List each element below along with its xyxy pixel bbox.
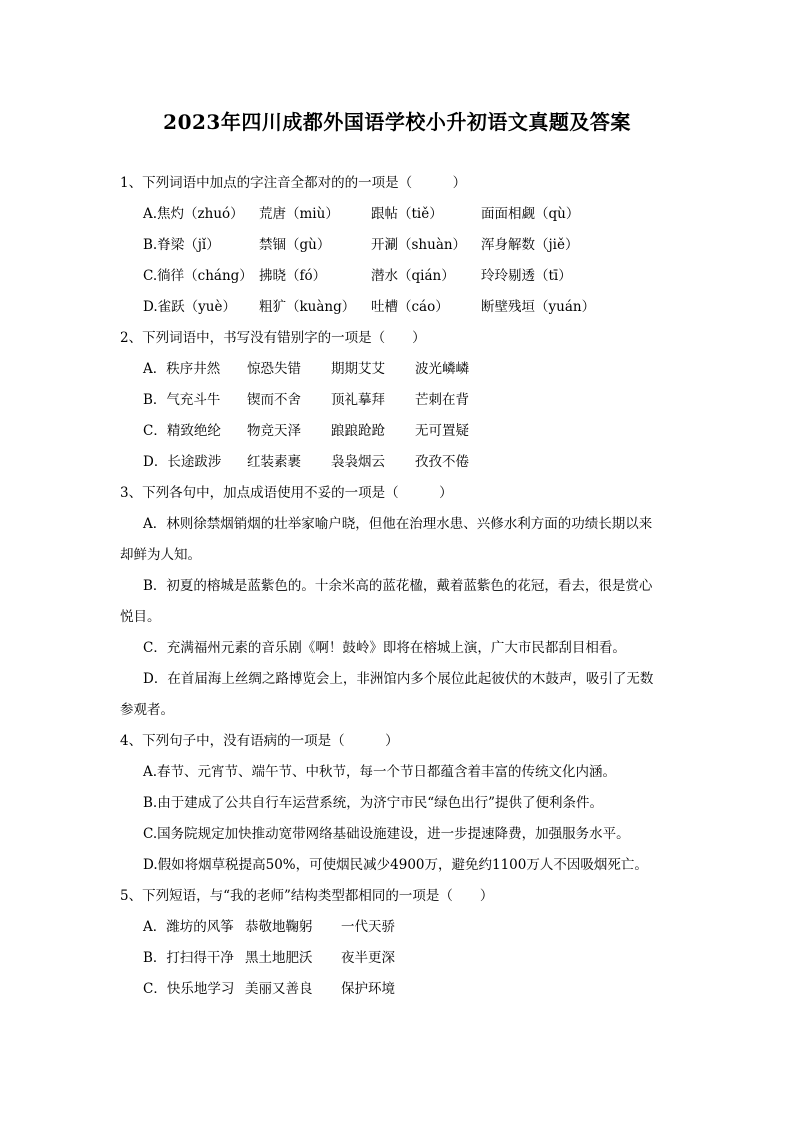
q2-option-a: A．秩序井然 惊恐失错 期期艾艾 波光嶙嶙	[143, 361, 469, 377]
q1-stem: 1、下列词语中加点的字注音全都对的的一项是（ ）	[120, 175, 467, 191]
q2-option-d: D．长途跋涉 红装素裹 袅袅烟云 孜孜不倦	[143, 454, 469, 470]
q5-option-c: C．快乐地学习 美丽又善良 保护环境	[143, 981, 395, 997]
q3-option-c: C．充满福州元素的音乐剧《啊！鼓岭》即将在榕城上演，广大市民都刮目相看。	[143, 640, 626, 656]
q5-option-a: A．潍坊的风筝 恭敬地鞠躬 一代天骄	[143, 919, 395, 935]
q4-option-c: C.国务院规定加快推动宽带网络基础设施建设，进一步提速降费，加强服务水平。	[143, 826, 630, 842]
q3-stem: 3、下列各句中，加点成语使用不妥的一项是（ ）	[120, 485, 453, 501]
q4-stem: 4、下列句子中，没有语病的一项是（ ）	[120, 733, 399, 749]
q3-option-a-line2: 却鲜为人知。	[120, 547, 201, 563]
q3-option-d-line1: D．在首届海上丝绸之路博览会上，非洲馆内多个展位此起彼伏的木鼓声，吸引了无数	[143, 671, 654, 687]
q1-option-a: A.焦灼（zhuó） 荒唐（miù） 跟帖（tiě） 面面相觑（qù）	[143, 206, 580, 222]
q3-option-d-line2: 参观者。	[120, 702, 174, 718]
q3-option-b-line2: 悦目。	[120, 609, 161, 625]
q3-option-a-line1: A．林则徐禁烟销烟的壮举家喻户晓，但他在治理水患、兴修水利方面的功绩长期以来	[143, 516, 653, 532]
document-title: 2023年四川成都外国语学校小升初语文真题及答案	[163, 110, 631, 134]
q4-option-d: D.假如将烟草税提高50%，可使烟民减少4900万，避免约1100万人不因吸烟死亡。	[143, 857, 648, 873]
q4-option-a: A.春节、元宵节、端午节、中秋节，每一个节日都蕴含着丰富的传统文化内涵。	[143, 764, 617, 780]
q4-option-b: B.由于建成了公共自行车运营系统，为济宁市民“绿色出行”提供了便利条件。	[143, 795, 604, 811]
q2-option-c: C．精致绝纶 物竞天泽 踉踉跄跄 无可置疑	[143, 423, 469, 439]
q3-option-b-line1: B．初夏的榕城是蓝紫色的。十余米高的蓝花楹，戴着蓝紫色的花冠，看去，很是赏心	[143, 578, 653, 594]
q1-option-b: B.脊梁（jǐ） 禁锢（gù） 开涮（shuàn） 浑身解数（jiě）	[143, 237, 579, 253]
q1-option-d: D.雀跃（yuè） 粗犷（kuàng） 吐槽（cáo） 断壁残垣（yuán）	[143, 299, 596, 315]
q5-option-b: B．打扫得干净 黑土地肥沃 夜半更深	[143, 950, 395, 966]
q2-stem: 2、下列词语中，书写没有错别字的一项是（ ）	[120, 330, 426, 346]
q1-option-c: C.徜徉（cháng） 拂晓（fó） 潜水（qián） 玲玲剔透（tī）	[143, 268, 572, 284]
q2-option-b: B．气充斗牛 锲而不舍 顶礼摹拜 芒刺在背	[143, 392, 469, 408]
q5-stem: 5、下列短语，与“我的老师”结构类型都相同的一项是（ ）	[120, 888, 494, 904]
